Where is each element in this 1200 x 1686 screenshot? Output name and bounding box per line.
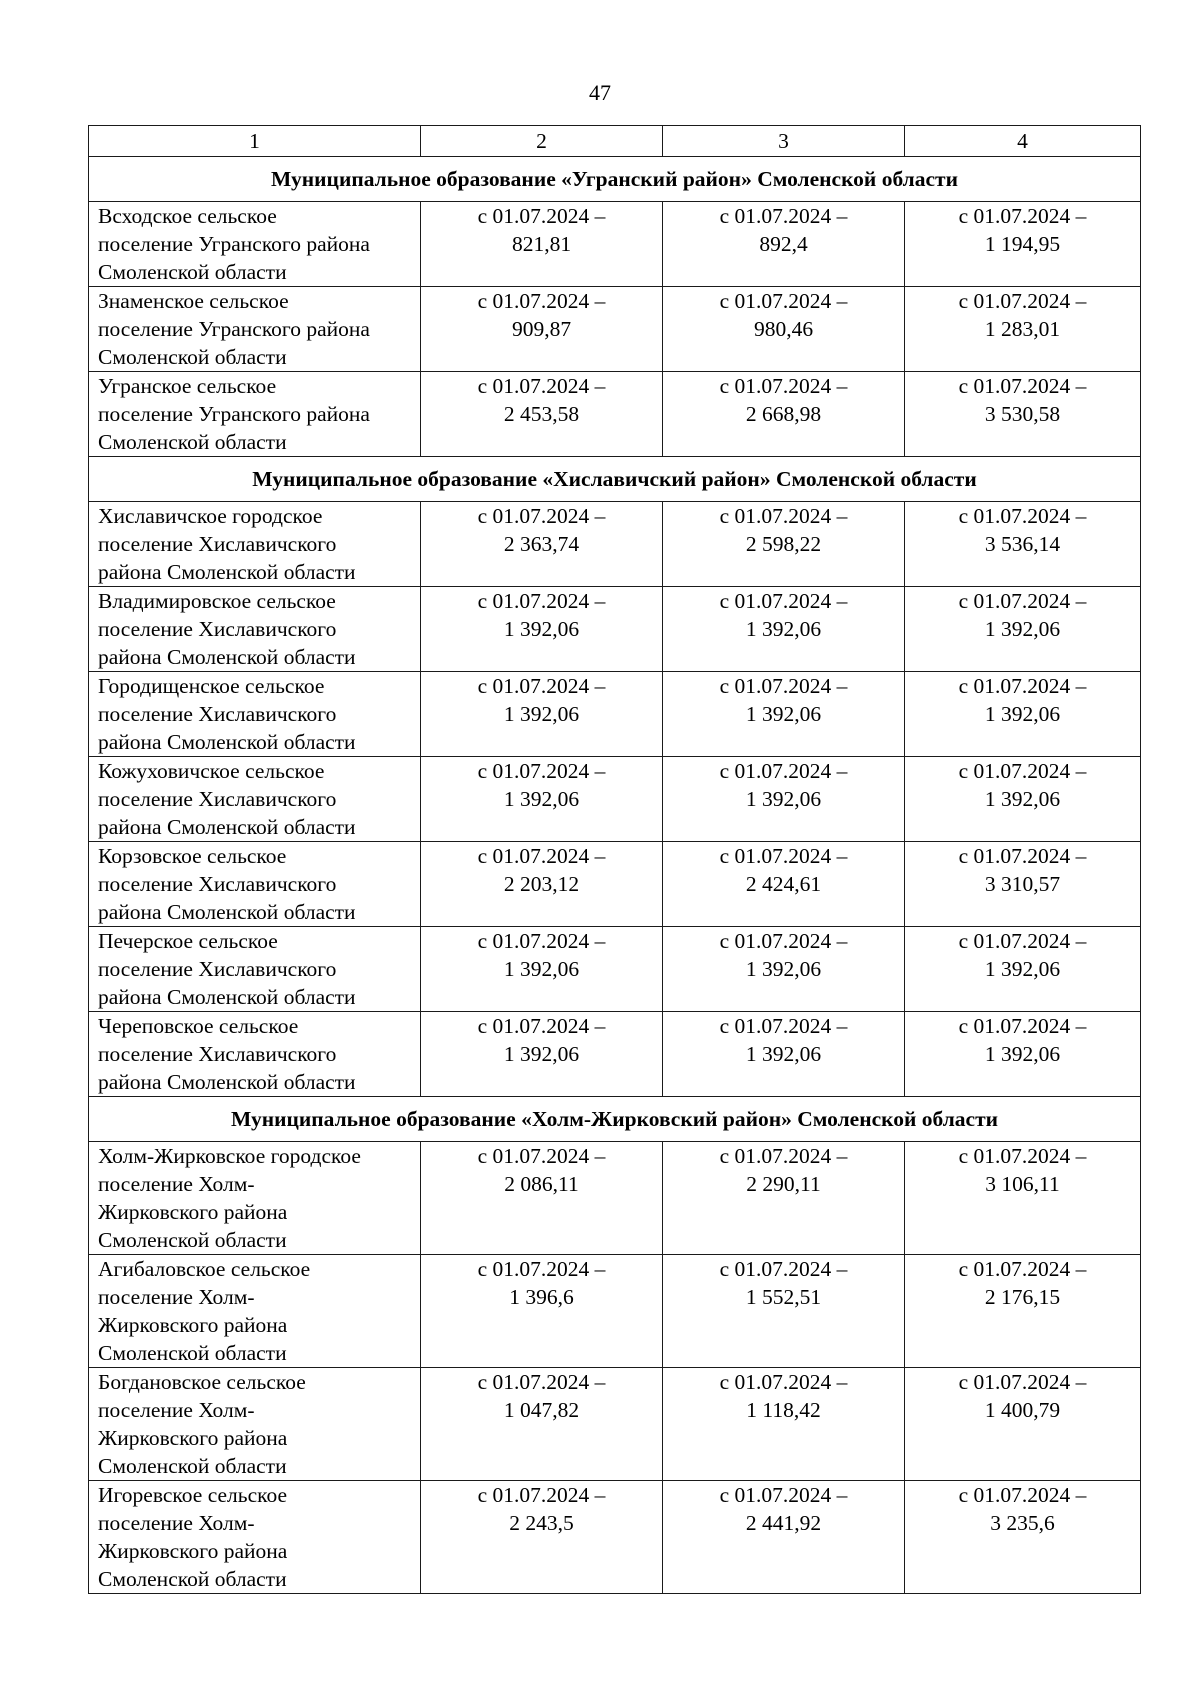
settlement-name-line: поселение Хиславичского (98, 872, 337, 896)
table-row (89, 372, 1141, 457)
settlement-name-line: Смоленской области (98, 260, 287, 284)
settlement-name-line: Богдановское сельское (98, 1370, 306, 1394)
tariff-cell-col3 (663, 927, 905, 1012)
table-row (89, 1142, 1141, 1255)
tariff-cell-col3 (663, 1142, 905, 1255)
settlement-name-cell (89, 1481, 421, 1594)
settlement-name-line: Смоленской области (98, 345, 287, 369)
settlement-name-line: Жирковского района (98, 1313, 288, 1337)
tariff-cell-col2 (421, 757, 663, 842)
tariff-date: с 01.07.2024 – (477, 844, 606, 868)
settlement-name-line: поселение Холм- (98, 1398, 255, 1422)
tariff-date: с 01.07.2024 – (477, 1483, 606, 1507)
tariff-date: с 01.07.2024 – (477, 504, 606, 528)
page-number: 47 (589, 80, 611, 105)
tariff-date: с 01.07.2024 – (719, 204, 848, 228)
tariff-date: с 01.07.2024 – (958, 844, 1087, 868)
column-number-row (89, 126, 1141, 157)
tariff-date: с 01.07.2024 – (477, 289, 606, 313)
tariff-cell-col4 (905, 1012, 1141, 1097)
settlement-name-cell (89, 502, 421, 587)
tariff-cell-col3 (663, 587, 905, 672)
tariff-cell-col2 (421, 587, 663, 672)
tariff-cell-col4 (905, 372, 1141, 457)
settlement-name-line: Череповское сельское (98, 1014, 299, 1038)
section-header-row (89, 157, 1141, 202)
table-row (89, 1012, 1141, 1097)
tariff-value: 3 106,11 (985, 1172, 1060, 1196)
tariff-value: 3 530,58 (984, 402, 1061, 426)
tariff-date: с 01.07.2024 – (958, 589, 1087, 613)
tariff-cell-col2 (421, 202, 663, 287)
tariff-date: с 01.07.2024 – (477, 1370, 606, 1394)
settlement-name-line: района Смоленской области (98, 900, 356, 924)
tariff-value: 3 310,57 (984, 872, 1061, 896)
settlement-name-line: Всходское сельское (98, 204, 277, 228)
settlement-name-cell (89, 1255, 421, 1368)
tariff-date: с 01.07.2024 – (719, 289, 848, 313)
tariff-cell-col3 (663, 1481, 905, 1594)
tariff-value: 1 194,95 (984, 232, 1061, 256)
settlement-name-cell (89, 842, 421, 927)
column-number: 4 (905, 126, 1141, 157)
settlement-name-line: Холм-Жирковское городское (98, 1144, 361, 1168)
tariff-date: с 01.07.2024 – (958, 374, 1087, 398)
column-number: 1 (89, 126, 421, 157)
settlement-name-cell (89, 757, 421, 842)
settlement-name-cell (89, 1142, 421, 1255)
section-title: Муниципальное образование «Угранский район» Смоленской области (89, 157, 1141, 202)
tariff-value: 980,46 (753, 317, 814, 341)
table-row (89, 757, 1141, 842)
tariff-cell-col2 (421, 1255, 663, 1368)
tariff-value: 1 392,06 (503, 957, 580, 981)
tariff-value: 2 176,15 (984, 1285, 1061, 1309)
table-row (89, 1368, 1141, 1481)
tariff-value: 1 392,06 (503, 787, 580, 811)
tariff-value: 1 047,82 (503, 1398, 580, 1422)
tariff-date: с 01.07.2024 – (958, 1144, 1087, 1168)
tariff-cell-col4 (905, 1142, 1141, 1255)
tariff-date: с 01.07.2024 – (958, 1483, 1087, 1507)
tariff-value: 1 392,06 (984, 1042, 1061, 1066)
tariff-value: 2 363,74 (503, 532, 580, 556)
tariff-cell-col2 (421, 672, 663, 757)
tariff-cell-col4 (905, 842, 1141, 927)
table-row (89, 502, 1141, 587)
tariff-date: с 01.07.2024 – (719, 1144, 848, 1168)
settlement-name-line: Жирковского района (98, 1200, 288, 1224)
section-title: Муниципальное образование «Хиславичский район» Смоленской области (89, 457, 1141, 502)
tariff-value: 1 400,79 (984, 1398, 1061, 1422)
settlement-name-line: Городищенское сельское (98, 674, 325, 698)
settlement-name-line: Игоревское сельское (98, 1483, 288, 1507)
tariff-value: 1 552,51 (745, 1285, 822, 1309)
table-row (89, 1481, 1141, 1594)
table-row (89, 672, 1141, 757)
section-header-row (89, 457, 1141, 502)
settlement-name-line: Корзовское сельское (98, 844, 287, 868)
settlement-name-cell (89, 372, 421, 457)
tariff-cell-col4 (905, 1255, 1141, 1368)
tariff-value: 1 396,6 (509, 1285, 574, 1309)
settlement-name-line: Владимировское сельское (98, 589, 336, 613)
tariff-cell-col4 (905, 927, 1141, 1012)
tariff-cell-col3 (663, 1368, 905, 1481)
settlement-name-line: поселение Угранского района (98, 232, 370, 256)
settlement-name-cell (89, 587, 421, 672)
tariff-cell-col4 (905, 587, 1141, 672)
tariff-date: с 01.07.2024 – (719, 504, 848, 528)
tariff-value: 2 290,11 (746, 1172, 821, 1196)
tariff-cell-col2 (421, 287, 663, 372)
tariff-cell-col2 (421, 1368, 663, 1481)
tariff-cell-col4 (905, 287, 1141, 372)
tariff-value: 1 392,06 (984, 617, 1061, 641)
settlement-name-line: поселение Хиславичского (98, 1042, 337, 1066)
tariff-value: 1 392,06 (503, 1042, 580, 1066)
settlement-name-cell (89, 927, 421, 1012)
settlement-name-cell (89, 672, 421, 757)
tariff-value: 1 392,06 (745, 957, 822, 981)
settlement-name-line: поселение Холм- (98, 1511, 255, 1535)
tariff-date: с 01.07.2024 – (958, 204, 1087, 228)
tariff-date: с 01.07.2024 – (719, 1483, 848, 1507)
tariff-value: 1 392,06 (745, 617, 822, 641)
tariff-date: с 01.07.2024 – (719, 929, 848, 953)
tariff-value: 1 392,06 (503, 702, 580, 726)
table-row (89, 287, 1141, 372)
settlement-name-line: района Смоленской области (98, 560, 356, 584)
tariff-date: с 01.07.2024 – (719, 674, 848, 698)
tariff-cell-col4 (905, 757, 1141, 842)
settlement-name-line: Жирковского района (98, 1539, 288, 1563)
table-row (89, 1255, 1141, 1368)
tariff-date: с 01.07.2024 – (958, 674, 1087, 698)
tariff-cell-col2 (421, 927, 663, 1012)
tariff-cell-col2 (421, 372, 663, 457)
tariff-date: с 01.07.2024 – (477, 674, 606, 698)
tariff-value: 2 086,11 (504, 1172, 579, 1196)
tariff-value: 2 453,58 (503, 402, 580, 426)
tariff-date: с 01.07.2024 – (719, 374, 848, 398)
tariff-date: с 01.07.2024 – (719, 1257, 848, 1281)
settlement-name-line: Смоленской области (98, 430, 287, 454)
section-header-row (89, 1097, 1141, 1142)
settlement-name-line: поселение Холм- (98, 1285, 255, 1309)
tariff-value: 1 283,01 (984, 317, 1061, 341)
tariff-value: 1 392,06 (984, 702, 1061, 726)
settlement-name-line: поселение Хиславичского (98, 532, 337, 556)
settlement-name-line: Печерское сельское (98, 929, 278, 953)
tariff-value: 892,4 (759, 232, 808, 256)
settlement-name-line: Смоленской области (98, 1341, 287, 1365)
tariff-date: с 01.07.2024 – (477, 759, 606, 783)
tariff-cell-col3 (663, 672, 905, 757)
tariff-date: с 01.07.2024 – (719, 1370, 848, 1394)
tariff-cell-col4 (905, 1481, 1141, 1594)
tariff-cell-col2 (421, 842, 663, 927)
tariff-date: с 01.07.2024 – (477, 929, 606, 953)
tariff-value: 3 235,6 (990, 1511, 1055, 1535)
tariff-date: с 01.07.2024 – (719, 759, 848, 783)
tariff-cell-col3 (663, 502, 905, 587)
tariff-date: с 01.07.2024 – (477, 1257, 606, 1281)
tariff-cell-col2 (421, 1012, 663, 1097)
tariff-value: 2 424,61 (745, 872, 822, 896)
settlement-name-line: района Смоленской области (98, 815, 356, 839)
settlement-name-line: района Смоленской области (98, 730, 356, 754)
tariff-cell-col4 (905, 1368, 1141, 1481)
column-number: 2 (421, 126, 663, 157)
settlement-name-line: Угранское сельское (98, 374, 277, 398)
tariff-date: с 01.07.2024 – (477, 204, 606, 228)
tariff-value: 3 536,14 (984, 532, 1061, 556)
column-number: 3 (663, 126, 905, 157)
settlement-name-line: Смоленской области (98, 1454, 287, 1478)
tariff-value: 1 392,06 (503, 617, 580, 641)
tariff-date: с 01.07.2024 – (477, 1014, 606, 1038)
settlement-name-line: Хиславичское городское (98, 504, 323, 528)
tariff-cell-col3 (663, 757, 905, 842)
tariff-value: 1 392,06 (745, 787, 822, 811)
settlement-name-line: Кожуховичское сельское (98, 759, 325, 783)
tariff-value: 2 598,22 (745, 532, 822, 556)
settlement-name-line: поселение Хиславичского (98, 702, 337, 726)
tariff-value: 1 392,06 (745, 1042, 822, 1066)
settlement-name-line: Агибаловское сельское (98, 1257, 311, 1281)
tariff-value: 2 668,98 (745, 402, 822, 426)
table-row (89, 927, 1141, 1012)
tariff-date: с 01.07.2024 – (958, 504, 1087, 528)
tariff-date: с 01.07.2024 – (958, 1014, 1087, 1038)
tariff-cell-col2 (421, 502, 663, 587)
settlement-name-line: поселение Хиславичского (98, 617, 337, 641)
tariff-value: 1 392,06 (745, 702, 822, 726)
section-title: Муниципальное образование «Холм-Жирковский район» Смоленской области (89, 1097, 1141, 1142)
tariff-value: 2 441,92 (745, 1511, 822, 1535)
tariff-cell-col3 (663, 287, 905, 372)
settlement-name-line: Жирковского района (98, 1426, 288, 1450)
tariff-value: 2 243,5 (509, 1511, 574, 1535)
settlement-name-line: района Смоленской области (98, 645, 356, 669)
tariff-cell-col3 (663, 202, 905, 287)
tariff-date: с 01.07.2024 – (719, 589, 848, 613)
tariff-table (88, 125, 1141, 1594)
tariff-date: с 01.07.2024 – (958, 759, 1087, 783)
tariff-value: 2 203,12 (503, 872, 580, 896)
tariff-date: с 01.07.2024 – (719, 844, 848, 868)
tariff-cell-col4 (905, 502, 1141, 587)
tariff-cell-col3 (663, 1012, 905, 1097)
settlement-name-cell (89, 287, 421, 372)
table-row (89, 587, 1141, 672)
tariff-date: с 01.07.2024 – (719, 1014, 848, 1038)
settlement-name-line: Знаменское сельское (98, 289, 289, 313)
settlement-name-line: поселение Угранского района (98, 317, 370, 341)
settlement-name-line: района Смоленской области (98, 985, 356, 1009)
settlement-name-line: поселение Хиславичского (98, 957, 337, 981)
tariff-value: 1 118,42 (746, 1398, 821, 1422)
settlement-name-line: поселение Холм- (98, 1172, 255, 1196)
tariff-value: 1 392,06 (984, 957, 1061, 981)
tariff-cell-col2 (421, 1481, 663, 1594)
settlement-name-line: поселение Хиславичского (98, 787, 337, 811)
tariff-date: с 01.07.2024 – (477, 1144, 606, 1168)
table-row (89, 842, 1141, 927)
tariff-cell-col4 (905, 672, 1141, 757)
settlement-name-line: Смоленской области (98, 1567, 287, 1591)
tariff-cell-col3 (663, 1255, 905, 1368)
settlement-name-line: поселение Угранского района (98, 402, 370, 426)
table-row (89, 202, 1141, 287)
tariff-date: с 01.07.2024 – (477, 589, 606, 613)
tariff-value: 1 392,06 (984, 787, 1061, 811)
tariff-cell-col4 (905, 202, 1141, 287)
settlement-name-line: района Смоленской области (98, 1070, 356, 1094)
tariff-date: с 01.07.2024 – (477, 374, 606, 398)
settlement-name-cell (89, 1368, 421, 1481)
tariff-date: с 01.07.2024 – (958, 1257, 1087, 1281)
settlement-name-cell (89, 1012, 421, 1097)
tariff-cell-col3 (663, 372, 905, 457)
tariff-cell-col3 (663, 842, 905, 927)
tariff-date: с 01.07.2024 – (958, 289, 1087, 313)
settlement-name-line: Смоленской области (98, 1228, 287, 1252)
tariff-cell-col2 (421, 1142, 663, 1255)
tariff-date: с 01.07.2024 – (958, 929, 1087, 953)
tariff-date: с 01.07.2024 – (958, 1370, 1087, 1394)
settlement-name-cell (89, 202, 421, 287)
tariff-value: 821,81 (511, 232, 572, 256)
tariff-value: 909,87 (511, 317, 572, 341)
